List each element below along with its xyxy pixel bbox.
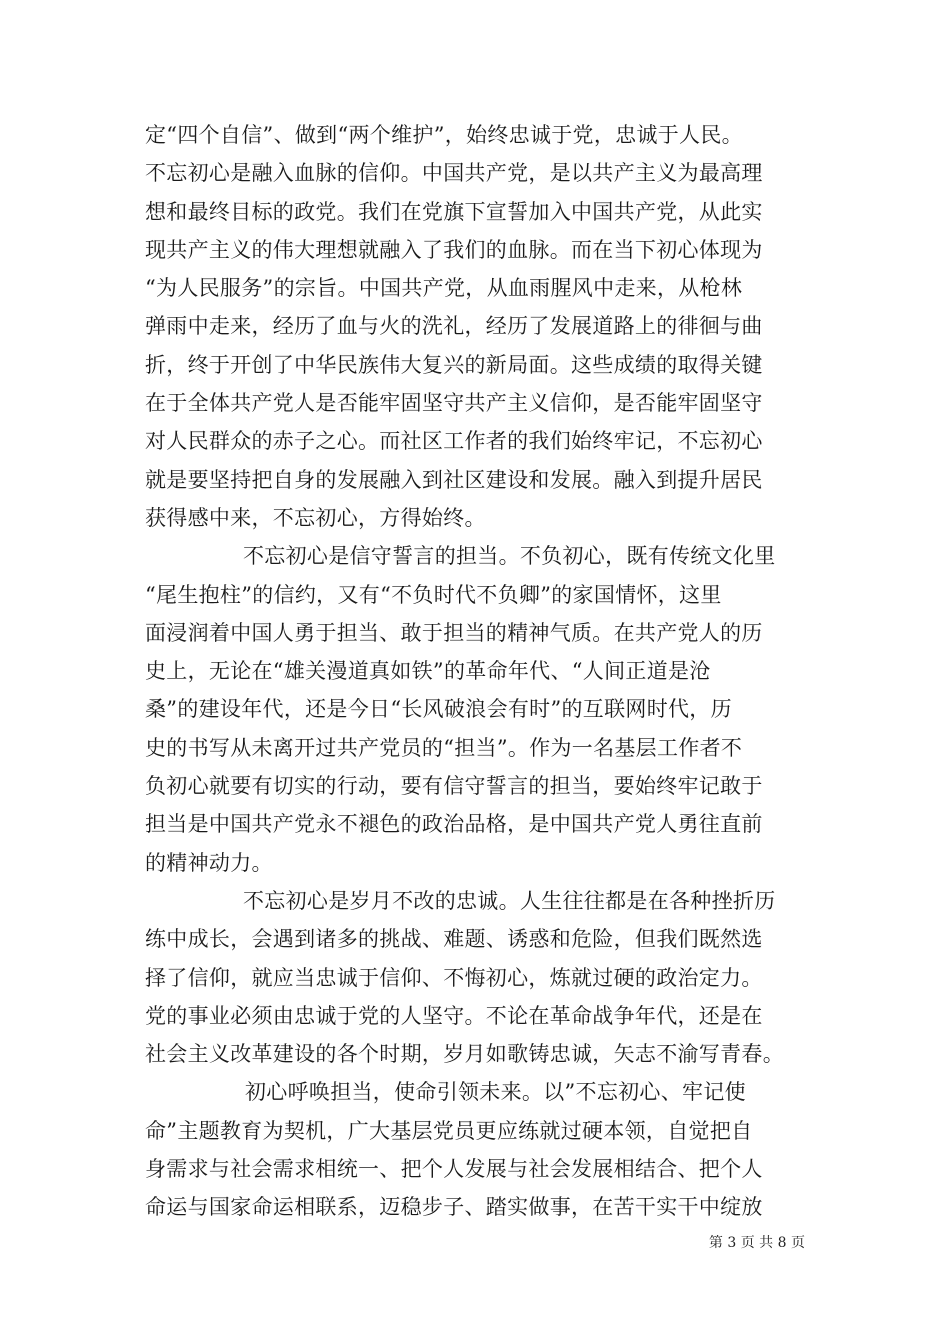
paragraph-start-line: 不忘初心是岁月不改的忠诚。人生往往都是在各种挫折历: [243, 888, 776, 913]
text-line: 负初心就要有切实的行动，要有信守誓言的担当，要始终牢记敢于: [145, 774, 763, 799]
text-line: 命运与国家命运相联系，迈稳步子、踏实做事，在苦干实干中绽放: [145, 1195, 763, 1220]
text-line: 的精神动力。: [145, 850, 273, 875]
text-line: 不忘初心是融入血脉的信仰。中国共产党，是以共产主义为最高理: [145, 161, 763, 186]
text-line: 命”主题教育为契机，广大基层党员更应练就过硬本领，自觉把自: [145, 1118, 753, 1143]
text-line: 社会主义改革建设的各个时期，岁月如歌铸忠诚，矢志不渝写青春。: [145, 1042, 784, 1067]
text-line: 党的事业必须由忠诚于党的人坚守。不论在革命战争年代，还是在: [145, 1003, 763, 1028]
text-line: 练中成长，会遇到诸多的挑战、难题、诱惑和危险，但我们既然选: [145, 927, 763, 952]
text-line: 就是要坚持把自身的发展融入到社区建设和发展。融入到提升居民: [145, 467, 763, 492]
text-line: 想和最终目标的政党。我们在党旗下宣誓加入中国共产党，从此实: [145, 199, 763, 224]
text-line: 面浸润着中国人勇于担当、敢于担当的精神气质。在共产党人的历: [145, 620, 763, 645]
text-line: “为人民服务”的宗旨。中国共产党，从血雨腥风中走来，从枪林: [145, 276, 743, 301]
text-line: 定“四个自信”、做到“两个维护”，始终忠诚于党，忠诚于人民。: [145, 123, 743, 147]
page-number-footer: 第 3 页 共 8 页: [708, 1235, 805, 1251]
text-line: 史上，无论在“雄关漫道真如铁”的革命年代、“人间正道是沧: [145, 659, 711, 684]
text-line: 史的书写从未离开过共产党员的“担当”。作为一名基层工作者不: [145, 735, 743, 760]
text-line: 现共产主义的伟大理想就融入了我们的血脉。而在当下初心体现为: [145, 237, 763, 262]
text-line: 折，终于开创了中华民族伟大复兴的新局面。这些成绩的取得关键: [145, 352, 763, 377]
paragraph-start-line: 初心呼唤担当，使命引领未来。以”不忘初心、牢记使: [245, 1080, 746, 1105]
text-line: 在于全体共产党人是否能牢固坚守共产主义信仰，是否能牢固坚守: [145, 391, 763, 416]
text-line: 桑”的建设年代，还是今日“长风破浪会有时”的互联网时代，历: [145, 697, 732, 722]
paragraph-start-line: 不忘初心是信守誓言的担当。不负初心，既有传统文化里: [243, 544, 776, 569]
text-line: 获得感中来，不忘初心，方得始终。: [145, 505, 486, 530]
text-line: 担当是中国共产党永不褪色的政治品格，是中国共产党人勇往直前: [145, 812, 763, 837]
text-line: “尾生抱柱”的信约，又有“不负时代不负卿”的家国情怀，这里: [145, 582, 722, 607]
text-line: 择了信仰，就应当忠诚于信仰、不悔初心，炼就过硬的政治定力。: [145, 965, 763, 990]
document-body: [145, 116, 815, 1227]
text-line: 对人民群众的赤子之心。而社区工作者的我们始终牢记，不忘初心: [145, 429, 763, 454]
text-line: 身需求与社会需求相统一、把个人发展与社会发展相结合、把个人: [145, 1157, 763, 1182]
text-line: 弹雨中走来，经历了血与火的洗礼，经历了发展道路上的徘徊与曲: [145, 314, 763, 339]
